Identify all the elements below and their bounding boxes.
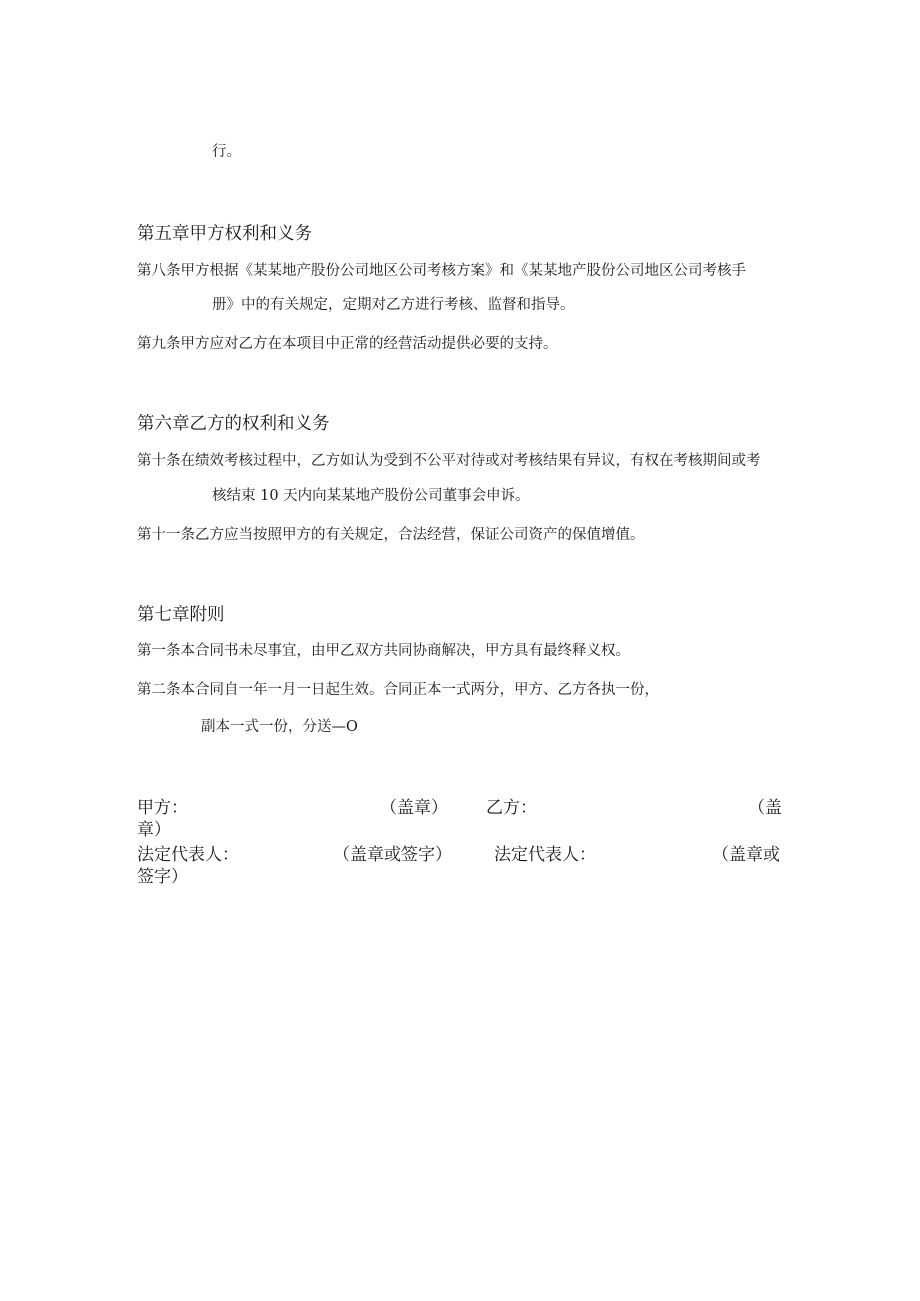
rep-a-label: 法定代表人： bbox=[137, 845, 239, 865]
party-b-seal-part1: （盖 bbox=[748, 798, 782, 818]
chapter-6-heading: 第六章乙方的权利和义务 bbox=[137, 414, 330, 434]
continuation-text: 行。 bbox=[212, 144, 241, 160]
rep-b-label: 法定代表人： bbox=[494, 845, 596, 865]
article-8-line-2: 册》中的有关规定，定期对乙方进行考核、监督和指导。 bbox=[212, 297, 575, 313]
article-10-line-2: 核结束 10 天内向某某地产股份公司董事会申诉。 bbox=[212, 488, 530, 504]
article-11: 第十一条乙方应当按照甲方的有关规定，合法经营，保证公司资产的保值增值。 bbox=[137, 527, 645, 543]
article-10-line-1: 第十条在绩效考核过程中，乙方如认为受到不公平对待或对考核结果有异议，有权在考核期间或考 bbox=[137, 453, 761, 469]
party-a-label: 甲方： bbox=[137, 798, 188, 818]
article-8-line-1: 第八条甲方根据《某某地产股份公司地区公司考核方案》和《某某地产股份公司地区公司考核手 bbox=[137, 263, 746, 279]
party-b-seal-part2: 章） bbox=[137, 820, 171, 840]
party-a-seal: （盖章） bbox=[380, 798, 448, 818]
article-9: 第九条甲方应对乙方在本项目中正常的经营活动提供必要的支持。 bbox=[137, 336, 558, 352]
chapter-7-heading: 第七章附则 bbox=[137, 605, 225, 625]
rep-b-seal-part1: （盖章或 bbox=[712, 845, 780, 865]
chapter-5-heading: 第五章甲方权利和义务 bbox=[137, 224, 312, 244]
appendix-article-1: 第一条本合同书未尽事宜，由甲乙双方共同协商解决，甲方具有最终释义权。 bbox=[137, 643, 630, 659]
appendix-article-2-line-1: 第二条本合同自一年一月一日起生效。合同正本一式两分，甲方、乙方各执一份， bbox=[137, 682, 659, 698]
rep-b-seal-part2: 签字） bbox=[137, 867, 188, 887]
party-b-label: 乙方： bbox=[486, 798, 537, 818]
rep-a-seal: （盖章或签字） bbox=[333, 845, 452, 865]
appendix-article-2-line-2: 副本一式一份，分送—O bbox=[201, 719, 358, 735]
